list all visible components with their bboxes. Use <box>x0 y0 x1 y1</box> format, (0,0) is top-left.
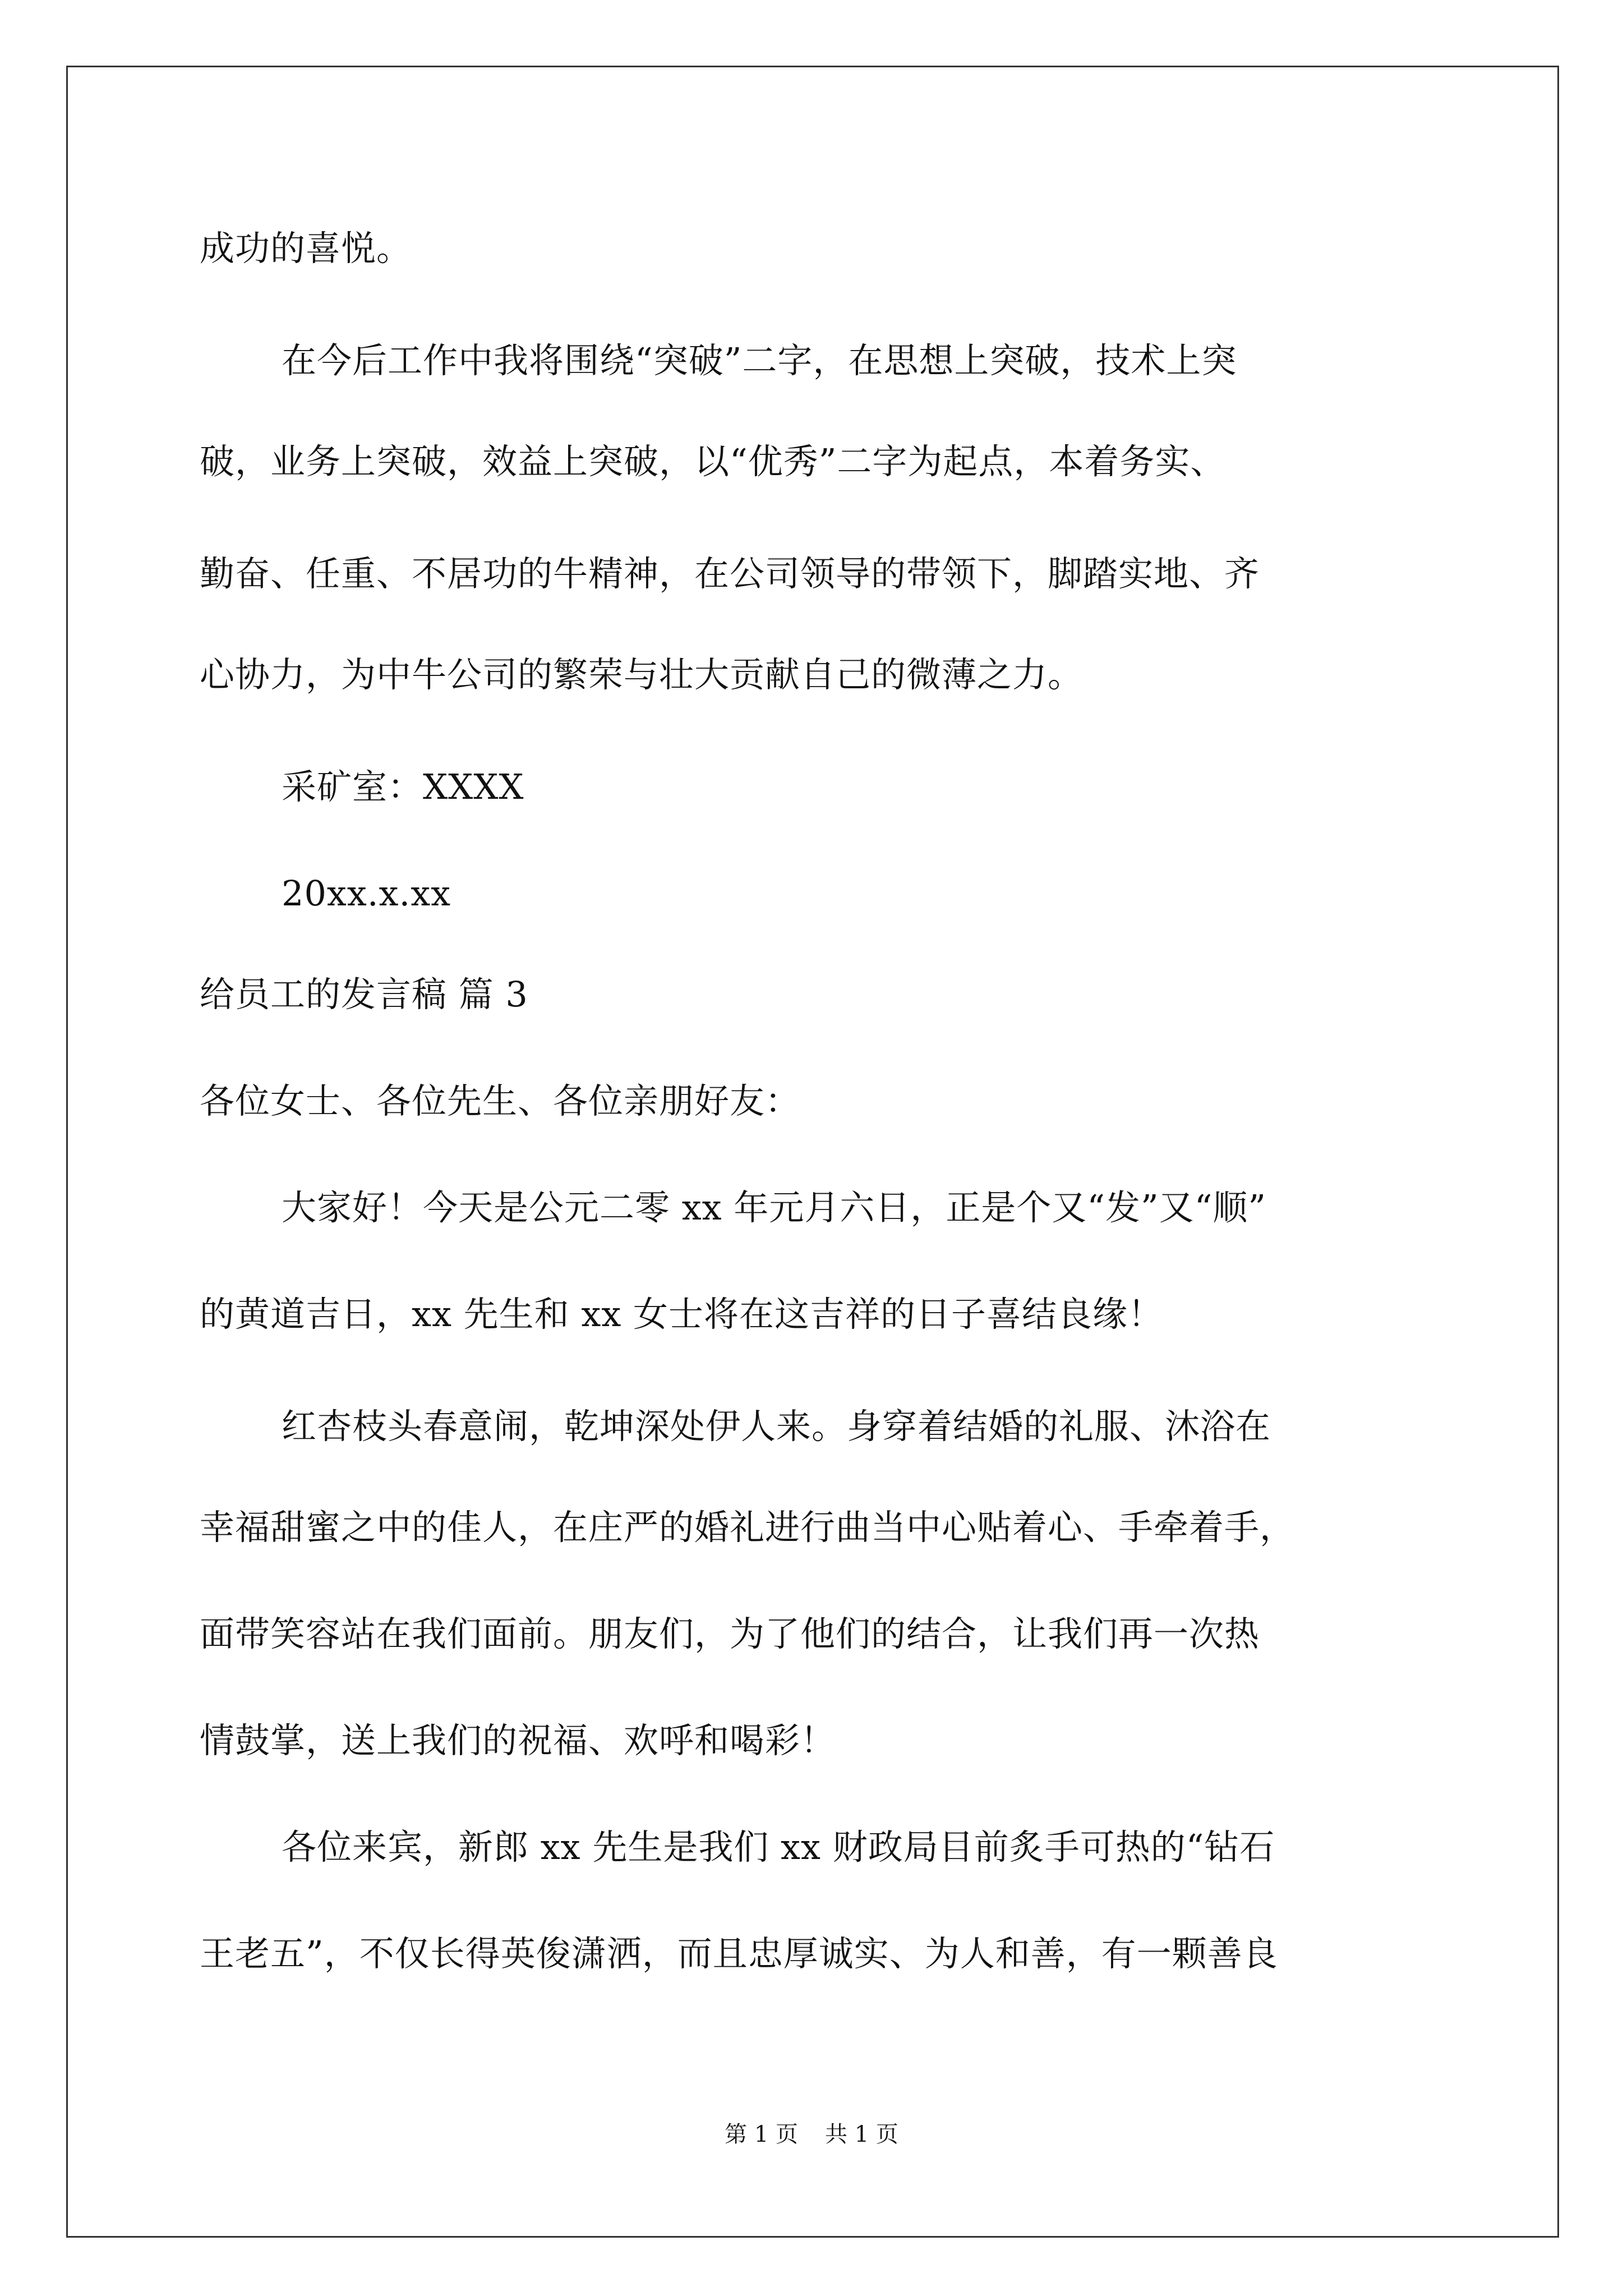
section-heading: 给员工的发言稿 篇 3 <box>200 974 528 1015</box>
text-line: 面带笑容站在我们面前。朋友们，为了他们的结合，让我们再一次热 <box>200 1613 1260 1654</box>
page-total: 共 1 页 <box>825 2122 898 2147</box>
text-line: 破，业务上突破，效益上突破，以“优秀”二字为起点，本着务实、 <box>200 441 1226 482</box>
date-line: 20xx.x.xx <box>282 873 451 914</box>
text-line: 勤奋、任重、不居功的牛精神，在公司领导的带领下，脚踏实地、齐 <box>200 553 1260 594</box>
text-line: 成功的喜悦。 <box>200 228 412 269</box>
text-line: 心协力，为中牛公司的繁荣与壮大贡献自己的微薄之力。 <box>200 654 1083 695</box>
page-number: 第 1 页 <box>725 2122 798 2147</box>
signature-line: 采矿室：XXXX <box>282 766 524 807</box>
page-border <box>66 66 1559 2238</box>
text-line: 王老五”，不仅长得英俊潇洒，而且忠厚诚实、为人和善，有一颗善良 <box>200 1933 1278 1974</box>
text-line: 在今后工作中我将围绕“突破”二字，在思想上突破，技术上突 <box>282 340 1237 381</box>
salutation-line: 各位女士、各位先生、各位亲朋好友： <box>200 1080 801 1121</box>
text-line: 大家好！今天是公元二零 xx 年元月六日，正是个又“发”又“顺” <box>282 1187 1267 1228</box>
text-line: 幸福甜蜜之中的佳人，在庄严的婚礼进行曲当中心贴着心、手牵着手， <box>200 1507 1295 1548</box>
text-line: 红杏枝头春意闹，乾坤深处伊人来。身穿着结婚的礼服、沐浴在 <box>282 1406 1271 1447</box>
text-line: 各位来宾，新郎 xx 先生是我们 xx 财政局目前炙手可热的“钻石 <box>282 1826 1275 1867</box>
text-line: 情鼓掌，送上我们的祝福、欢呼和喝彩！ <box>200 1720 836 1761</box>
text-line: 的黄道吉日，xx 先生和 xx 女士将在这吉祥的日子喜结良缘！ <box>200 1294 1163 1335</box>
page-footer <box>0 2120 1623 2148</box>
